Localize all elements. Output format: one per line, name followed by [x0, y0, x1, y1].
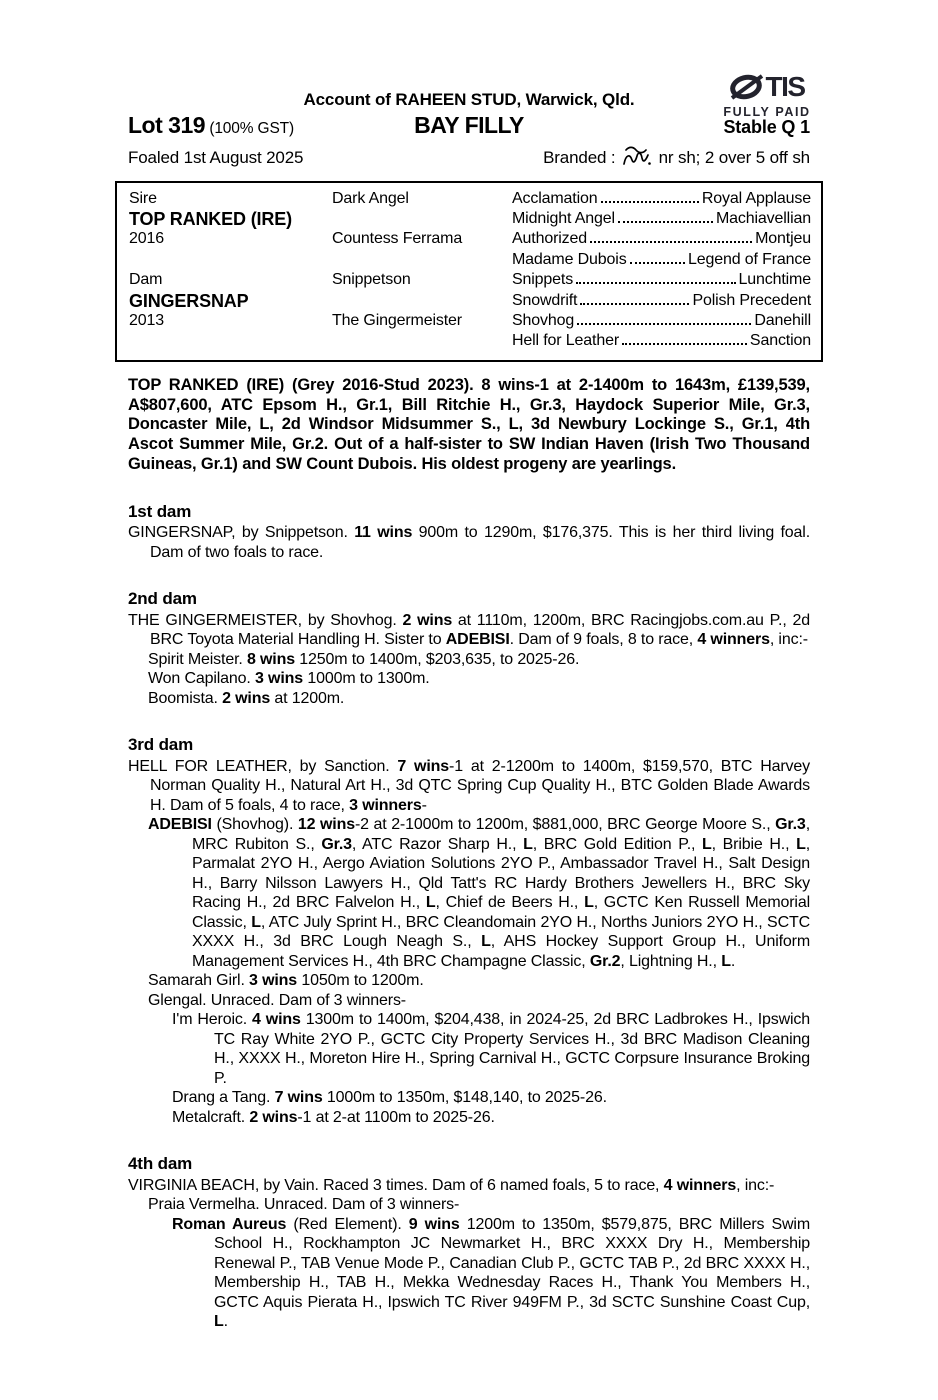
ancestor-left: Snippets: [512, 271, 574, 289]
ancestor-pair: [512, 229, 811, 249]
ancestor-pair: [512, 311, 811, 331]
pedigree-row: [129, 291, 811, 311]
foal-record: ADEBISI (Shovhog). 12 wins-2 at 2-1000m to 1200m, $881,000, BRC George Moore S., Gr.3, MRC Rubiton S., Gr.3, ATC Razor Sharp H., L, BRC Gold Edition P., L, Bribie H., L, Parmalat 2YO H., Aergo Aviation Solutions 2YO P., Ambassador Travel H., Salt Design H., Barry Nilsson Lawyers H., Qld Tatt's RC Hardy Brothers Jewellers H., BRC Sky Racing H., 2d BRC Falvelon H., L, Chief de Beers H., L, GCTC Ken Russell Memorial Classic, L, ATC July Sprint H., BRC Cleandomain 2YO H., Norths Juniors 2YO H., SCTC XXXX H., 3d BRC Lough Neagh S., L, AHS Hockey Support Group H., Uniform Management Services H., 4th BRC Champagne Classic, Gr.2, Lightning H., L.: [148, 816, 811, 970]
qtis-logo-text: TIS: [765, 71, 805, 102]
foal-record: I'm Heroic. 4 wins 1300m to 1400m, $204,438, in 2024-25, 2d BRC Ladbrokes H., Ipswich TC Ray White 2YO P., GCTC City Property Services H., 3d BRC Madison Cleaning H., XXXX H., Moreton Hire H., Spring Carnival H., GCTC Corpsure Insurance Broking P.: [172, 1011, 810, 1087]
sire-label: Sire: [129, 189, 157, 207]
pedigree-row: [129, 311, 811, 331]
foal-row: [128, 145, 810, 168]
stable-number: Stable Q 1: [723, 116, 810, 137]
foal-record: Samarah Girl. 3 wins 1050m to 1200m.: [148, 972, 424, 990]
section-heading-1st-dam: 1st dam: [128, 501, 192, 521]
dam-record: HELL FOR LEATHER, by Sanction. 7 wins-1 at 2-1200m to 1400m, $159,570, BTC Harvey Norman Quality H., Natural Art H., 3d QTC Spring Cup Quality H., BTC Golden Blade Awards H. Dam of 5 foals, 4 to race, 3 winners-: [128, 757, 810, 814]
leader-dots: [630, 262, 685, 264]
leader-dots: [601, 201, 699, 203]
lot-left: [128, 111, 414, 139]
ancestor-pair: [512, 270, 811, 290]
ancestor-right: Sanction: [749, 332, 811, 350]
section-heading-4th-dam: 4th dam: [128, 1154, 193, 1174]
branded-line: [543, 145, 810, 168]
pedigree-row: [129, 331, 811, 351]
brand-mark-icon: [622, 145, 652, 167]
fully-paid-label: FULLY PAID: [723, 105, 811, 119]
foal-record: Praia Vermelha. Unraced. Dam of 3 winners-: [148, 1196, 460, 1214]
ancestor-pair: [512, 189, 811, 209]
leader-dots: [622, 343, 747, 345]
dam-record: GINGERSNAP, by Snippetson. 11 wins 900m to 1290m, $176,375. This is her third living foal. Dam of two foals to race.: [128, 524, 810, 561]
foal-record: Metalcraft. 2 wins-1 at 2-at 1100m to 2025-26.: [172, 1108, 495, 1126]
ancestor-right: Legend of France: [687, 250, 811, 268]
foal-record: Won Capilano. 3 wins 1000m to 1300m.: [148, 670, 430, 688]
section-heading-2nd-dam: 2nd dam: [128, 589, 197, 609]
ancestor-left: Hell for Leather: [512, 332, 619, 350]
qtis-q-icon: [729, 72, 765, 102]
leader-dots: [577, 323, 751, 325]
foal-record: Drang a Tang. 7 wins 1000m to 1350m, $148,140, to 2025-26.: [172, 1089, 607, 1107]
leader-dots: [590, 241, 752, 243]
sire-year: 2016: [129, 230, 164, 248]
ancestor-right: Machiavellian: [716, 209, 811, 227]
ancestor-left: Authorized: [512, 230, 587, 248]
sire-name: TOP RANKED (IRE): [129, 208, 292, 229]
leader-dots: [618, 221, 713, 223]
pedigree-table: [115, 181, 823, 362]
sire-blurb: TOP RANKED (IRE) (Grey 2016-Stud 2023). 8 wins-1 at 2-1400m to 1643m, £139,539, A$807,600, ATC Epsom H., Gr.1, Bill Ritchie H., Gr.3, Haydock Superior Mile, Gr.3, Doncaster Mile, L, 2d Windsor Midsummer S., L, 3d Newbury Lockinge S., Gr.1, 4th Ascot Summer Mile, Gr.2. Out of a half-sister to SW Indian Haven (Irish Two Thousand Guineas, Gr.1) and SW Count Dubois. His oldest progeny are yearlings.: [128, 375, 810, 473]
foal-record: Roman Aureus (Red Element). 9 wins 1200m to 1350m, $579,875, BRC Millers Swim School H., Rockhampton JC Newmarket H., BRC XXXX Dry H., Membership Renewal P., TAB Venue Mode P., Canadian Club P., GCTC TAB P., 2d BRC XXXX H., Membership H., TAB H., Mekka Wednesday Races H., Thank You Members H., GCTC Aquis Pierata H., Ipswich TC River 949FM P., 3d SCTC Sunshine Coast Cup, L.: [172, 1215, 810, 1331]
dam-label: Dam: [129, 271, 163, 289]
sire-parent: Countess Ferrama: [332, 230, 463, 248]
dam-name: GINGERSNAP: [129, 290, 249, 311]
pedigree-row: [129, 229, 811, 249]
ancestor-left: Madame Dubois: [512, 250, 627, 268]
leader-dots: [576, 282, 735, 284]
lot-number: Lot 319: [128, 111, 206, 138]
section-heading-3rd-dam: 3rd dam: [128, 735, 194, 755]
ancestor-pair: [512, 291, 811, 311]
ancestor-left: Acclamation: [512, 189, 598, 207]
pedigree-row: [129, 250, 811, 270]
foal-record: Boomista. 2 wins at 1200m.: [148, 689, 345, 707]
qtis-logo-mark: [711, 72, 823, 102]
dam-record: THE GINGERMEISTER, by Shovhog. 2 wins at 1110m, 1200m, BRC Racingjobs.com.au P., 2d BRC Toyota Material Handling H. Sister to ADEBISI. Dam of 9 foals, 8 to race, 4 winners, inc:-: [128, 611, 810, 649]
pedigree-row: [129, 270, 811, 290]
account-line: Account of RAHEEN STUD, Warwick, Qld.: [303, 90, 635, 109]
horse-title: BAY FILLY: [414, 111, 524, 138]
foal-record: Spirit Meister. 8 wins 1250m to 1400m, $203,635, to 2025-26.: [148, 650, 580, 668]
dam-record: VIRGINIA BEACH, by Vain. Raced 3 times. Dam of 6 named foals, 5 to race, 4 winners, inc:-: [128, 1176, 775, 1194]
ancestor-left: Snowdrift: [512, 291, 578, 309]
ancestor-right: Lunchtime: [738, 271, 811, 289]
dam-parent: Snippetson: [332, 271, 411, 289]
ancestor-right: Royal Applause: [701, 189, 811, 207]
ancestor-right: Polish Precedent: [692, 291, 811, 309]
foaled-date: Foaled 1st August 2025: [128, 148, 304, 167]
branded-detail: nr sh; 2 over 5 off sh: [658, 148, 810, 167]
foal-record: Glengal. Unraced. Dam of 3 winners-: [148, 991, 406, 1009]
ancestor-left: Midnight Angel: [512, 209, 615, 227]
dam-year: 2013: [129, 311, 164, 329]
ancestor-left: Shovhog: [512, 311, 575, 329]
ancestor-pair: [512, 331, 811, 351]
branded-label: Branded :: [543, 148, 616, 167]
ancestor-right: Danehill: [754, 311, 811, 329]
qtis-logo: [711, 72, 823, 123]
dam-parent: The Gingermeister: [332, 311, 462, 329]
leader-dots: [580, 303, 689, 305]
pedigree-row: [129, 209, 811, 229]
gst-note: (100% GST): [209, 119, 294, 137]
sire-parent: Dark Angel: [332, 189, 409, 207]
pedigree-row: [129, 189, 811, 209]
ancestor-pair: [512, 209, 811, 229]
ancestor-pair: [512, 250, 811, 270]
ancestor-right: Montjeu: [755, 230, 811, 248]
